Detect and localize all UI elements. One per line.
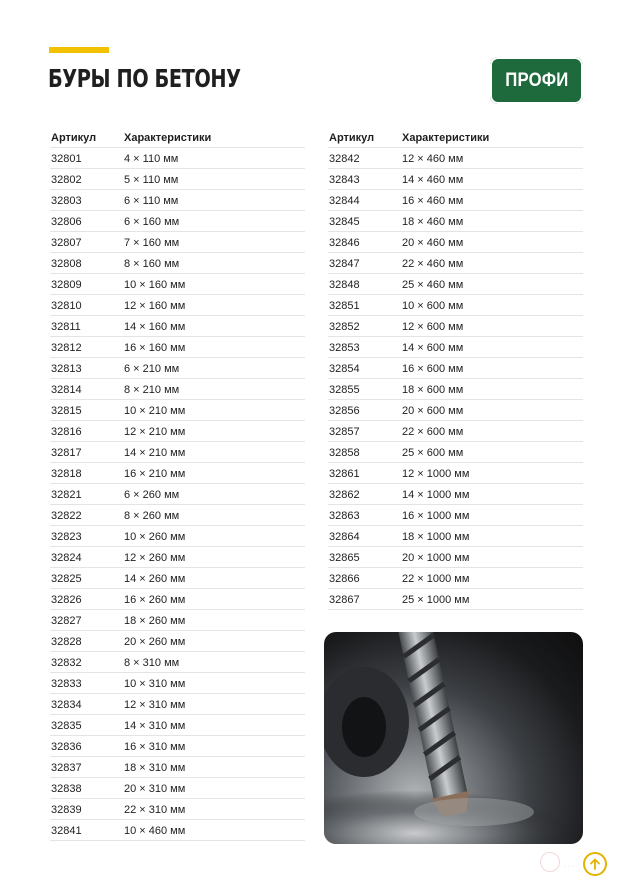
specs-cell: 10 × 600 мм [402,299,464,312]
table-row [50,380,305,400]
table-row [328,317,583,337]
article-cell: 32808 [51,257,82,270]
specs-cell: 14 × 210 мм [124,446,186,459]
specs-cell: 18 × 600 мм [402,383,464,396]
specs-cell: 10 × 310 мм [124,677,186,690]
article-cell: 32844 [329,194,360,207]
table-row [50,170,305,190]
article-cell: 32846 [329,236,360,249]
column-header-article: Артикул [51,131,97,144]
article-cell: 32810 [51,299,82,312]
table-row [328,422,583,442]
table-row [328,212,583,232]
article-cell: 32814 [51,383,82,396]
specs-cell: 8 × 210 мм [124,383,180,396]
specs-cell: 14 × 600 мм [402,341,464,354]
article-cell: 32848 [329,278,360,291]
article-cell: 32836 [51,740,82,753]
table-row [50,716,305,736]
table-row [50,401,305,421]
table-row [328,485,583,505]
table-row [50,233,305,253]
article-cell: 32822 [51,509,82,522]
specs-cell: 14 × 160 мм [124,320,186,333]
table-row [50,569,305,589]
specs-cell: 10 × 210 мм [124,404,186,417]
specs-cell: 18 × 260 мм [124,614,186,627]
article-cell: 32801 [51,152,82,165]
specs-cell: 20 × 600 мм [402,404,464,417]
specs-cell: 22 × 600 мм [402,425,464,438]
article-cell: 32856 [329,404,360,417]
specs-cell: 12 × 310 мм [124,698,186,711]
article-cell: 32802 [51,173,82,186]
table-row [50,338,305,358]
article-cell: 32843 [329,173,360,186]
table-row [50,212,305,232]
article-cell: 32821 [51,488,82,501]
article-cell: 32833 [51,677,82,690]
table-body-left [50,149,305,841]
article-cell: 32863 [329,509,360,522]
article-cell: 32842 [329,152,360,165]
table-row [50,800,305,820]
article-cell: 32852 [329,320,360,333]
specs-cell: 12 × 460 мм [402,152,464,165]
profi-badge-label: ПРОФИ [504,69,569,91]
article-cell: 32818 [51,467,82,480]
article-cell: 32815 [51,404,82,417]
specs-cell: 16 × 600 мм [402,362,464,375]
article-cell: 32812 [51,341,82,354]
table-row [50,674,305,694]
table-row [50,611,305,631]
specs-cell: 6 × 210 мм [124,362,180,375]
article-cell: 32845 [329,215,360,228]
article-cell: 32823 [51,530,82,543]
specs-cell: 8 × 160 мм [124,257,180,270]
table-row [50,821,305,841]
column-header-specs: Характеристики [402,131,490,144]
article-cell: 32838 [51,782,82,795]
article-cell: 32862 [329,488,360,501]
specs-cell: 7 × 160 мм [124,236,180,249]
article-cell: 32817 [51,446,82,459]
article-cell: 32864 [329,530,360,543]
article-cell: 32837 [51,761,82,774]
table-row [328,338,583,358]
table-row [50,737,305,757]
specs-cell: 14 × 260 мм [124,572,186,585]
column-header-article: Артикул [329,131,375,144]
product-photo [324,632,583,844]
specs-cell: 14 × 460 мм [402,173,464,186]
table-row [50,317,305,337]
article-cell: 32834 [51,698,82,711]
table-row [50,191,305,211]
specs-cell: 18 × 310 мм [124,761,186,774]
table-row [328,464,583,484]
scroll-top-button[interactable] [583,852,607,876]
article-cell: 32825 [51,572,82,585]
specs-cell: 16 × 460 мм [402,194,464,207]
table-row [328,527,583,547]
table-row [328,401,583,421]
specs-cell: 8 × 310 мм [124,656,180,669]
specs-cell: 22 × 310 мм [124,803,186,816]
specs-cell: 6 × 160 мм [124,215,180,228]
table-row [328,149,583,169]
table-left [50,128,305,842]
specs-cell: 20 × 460 мм [402,236,464,249]
article-cell: 32811 [51,320,81,333]
specs-cell: 20 × 260 мм [124,635,186,648]
specs-cell: 22 × 460 мм [402,257,464,270]
table-row [328,569,583,589]
article-cell: 32847 [329,257,360,270]
article-cell: 32853 [329,341,360,354]
table-row [50,527,305,547]
specs-cell: 6 × 110 мм [124,194,179,207]
article-cell: 32803 [51,194,82,207]
article-cell: 32855 [329,383,360,396]
table-row [50,632,305,652]
article-cell: 32867 [329,593,360,606]
table-right [328,128,583,611]
specs-cell: 16 × 310 мм [124,740,186,753]
specs-cell: 12 × 600 мм [402,320,464,333]
watermark-text: … [563,856,576,870]
specs-cell: 12 × 1000 мм [402,467,470,480]
specs-cell: 10 × 460 мм [124,824,186,837]
table-row [328,506,583,526]
table-row [50,422,305,442]
table-row [50,359,305,379]
specs-cell: 14 × 310 мм [124,719,186,732]
article-cell: 32806 [51,215,82,228]
specs-cell: 4 × 110 мм [124,152,179,165]
article-cell: 32827 [51,614,82,627]
table-row [50,296,305,316]
specs-cell: 5 × 110 мм [124,173,179,186]
table-row [50,149,305,169]
specs-cell: 10 × 160 мм [124,278,186,291]
drill-bit-image [324,632,583,844]
article-cell: 32866 [329,572,360,585]
specs-cell: 20 × 1000 мм [402,551,470,564]
table-row [50,506,305,526]
table-row [328,590,583,610]
article-cell: 32826 [51,593,82,606]
arrow-up-icon [588,857,602,871]
article-cell: 32865 [329,551,360,564]
table-row [328,296,583,316]
table-row [50,443,305,463]
article-cell: 32835 [51,719,82,732]
specs-cell: 25 × 600 мм [402,446,464,459]
specs-cell: 10 × 260 мм [124,530,186,543]
specs-cell: 16 × 260 мм [124,593,186,606]
table-row [328,359,583,379]
page-title: БУРЫ ПО БЕТОНУ [48,64,241,93]
specs-cell: 8 × 260 мм [124,509,180,522]
article-cell: 32861 [329,467,360,480]
table-row [328,443,583,463]
specs-cell: 18 × 1000 мм [402,530,470,543]
watermark-logo-icon [540,852,560,872]
table-row [50,485,305,505]
table-row [328,170,583,190]
article-cell: 32807 [51,236,82,249]
table-row [328,380,583,400]
table-row [328,233,583,253]
article-cell: 32832 [51,656,82,669]
article-cell: 32854 [329,362,360,375]
specs-cell: 18 × 460 мм [402,215,464,228]
specs-cell: 14 × 1000 мм [402,488,470,501]
article-cell: 32839 [51,803,82,816]
table-row [328,191,583,211]
article-cell: 32857 [329,425,360,438]
specs-cell: 16 × 210 мм [124,467,186,480]
specs-cell: 12 × 210 мм [124,425,186,438]
article-cell: 32828 [51,635,82,648]
profi-badge [490,57,583,104]
specs-cell: 25 × 460 мм [402,278,464,291]
specs-cell: 25 × 1000 мм [402,593,470,606]
specs-cell: 20 × 310 мм [124,782,186,795]
article-cell: 32816 [51,425,82,438]
table-row [50,254,305,274]
article-cell: 32851 [329,299,360,312]
table-row [50,464,305,484]
specs-cell: 12 × 160 мм [124,299,186,312]
table-header [328,128,583,148]
accent-bar [49,47,109,53]
table-row [50,758,305,778]
table-row [50,653,305,673]
article-cell: 32841 [51,824,82,837]
table-row [328,548,583,568]
table-row [328,254,583,274]
table-row [50,275,305,295]
specs-cell: 12 × 260 мм [124,551,186,564]
table-row [50,695,305,715]
article-cell: 32824 [51,551,82,564]
article-cell: 32813 [51,362,82,375]
article-cell: 32809 [51,278,82,291]
table-header [50,128,305,148]
specs-cell: 22 × 1000 мм [402,572,470,585]
column-header-specs: Характеристики [124,131,212,144]
specs-cell: 16 × 160 мм [124,341,186,354]
table-row [50,590,305,610]
article-cell: 32858 [329,446,360,459]
table-row [50,548,305,568]
table-row [328,275,583,295]
table-body-right [328,149,583,610]
table-row [50,779,305,799]
specs-cell: 16 × 1000 мм [402,509,470,522]
specs-cell: 6 × 260 мм [124,488,180,501]
